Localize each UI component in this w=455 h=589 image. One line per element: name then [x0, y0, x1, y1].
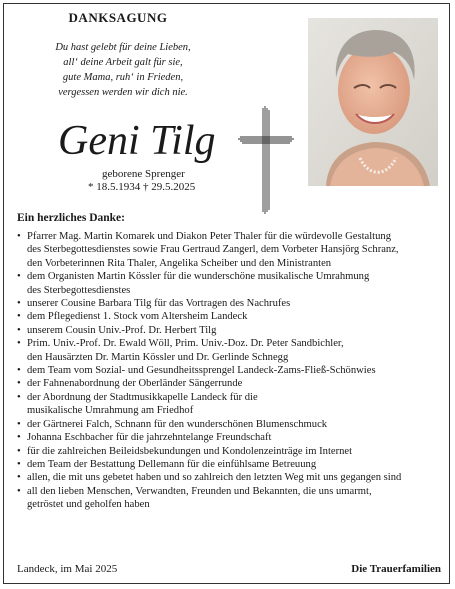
life-dates: * 18.5.1934 † 29.5.2025 — [88, 181, 196, 193]
list-item-line: musikalische Umrahmung am Friedhof — [27, 405, 194, 417]
list-item-line: • dem Team der Bestattung Dellemann für die einfühlsame Betreuung — [27, 458, 317, 470]
list-item-line: • dem Organisten Martin Kössler für die wunderschöne musikalische Umrahmung — [27, 271, 370, 283]
list-item-line: • allen, die mit uns gebetet haben und so zahlreich den letzten Weg mit uns gegangen sind — [27, 472, 402, 484]
poem-line: vergessen werden wir dich nie. — [58, 87, 188, 98]
place-date: Landeck, im Mai 2025 — [17, 563, 118, 575]
list-item — [17, 297, 442, 310]
poem-line: Du hast gelebt für deine Lieben, — [55, 42, 191, 53]
list-item-line: • Prim. Univ.-Prof. Dr. Ewald Wöll, Prim. Univ.-Doz. Dr. Peter Sandbichler, — [27, 338, 344, 350]
list-item-line: • dem Pflegedienst 1. Stock vom Altersheim Landeck — [27, 311, 248, 323]
birth-name: geborene Sprenger — [102, 168, 185, 180]
list-item-line: • all den lieben Menschen, Verwandten, Freunden und Bekannten, die uns umarmt, — [27, 485, 372, 497]
list-item-line: • unserem Cousin Univ.-Prof. Dr. Herbert Tilg — [27, 324, 217, 336]
notice-heading: DANKSAGUNG — [68, 10, 168, 25]
list-item-line: • der Gärtnerei Falch, Schnann für den wunderschönen Blumenschmuck — [27, 418, 328, 430]
list-item — [17, 458, 442, 471]
list-item — [17, 485, 442, 512]
thanks-title: Ein herzliches Danke: — [17, 212, 125, 224]
list-item-line: des Sterbegottesdienstes — [27, 284, 131, 296]
poem — [30, 40, 216, 100]
cross-icon — [236, 104, 296, 216]
list-item-line: des Sterbegottesdienstes sowie Frau Gertraud Zangerl, dem Vorbeter Hansjörg Schranz, — [27, 244, 399, 256]
list-item-line: • unserer Cousine Barbara Tilg für das Vortragen des Nachrufes — [27, 298, 291, 310]
signature: Die Trauerfamilien — [351, 563, 441, 575]
list-item-line: • für die zahlreichen Beileidsbekundungen und Kondolenzeinträge im Internet — [27, 445, 353, 457]
list-item-line: • Pfarrer Mag. Martin Komarek und Diakon Peter Thaler für die würdevolle Gestaltung — [27, 231, 391, 242]
list-item — [17, 377, 442, 390]
list-item-line: den Vorbeterinnen Rita Thaler, Angelika Scheiber und den Ministranten — [27, 257, 332, 269]
list-item — [17, 445, 442, 458]
list-item-line: • Johanna Eschbacher für die jahrzehntelange Freundschaft — [27, 432, 272, 444]
poem-line: gute Mama, ruh‘ in Frieden, — [62, 72, 184, 83]
portrait-photo — [308, 18, 438, 186]
list-item — [17, 431, 442, 444]
list-item — [17, 337, 442, 364]
list-item — [17, 471, 442, 484]
deceased-name: Geni Tilg — [58, 118, 216, 164]
thanks-list — [17, 230, 442, 512]
list-item-line: • der Fahnenabordnung der Oberländer Sängerrunde — [27, 378, 243, 390]
list-item — [17, 310, 442, 323]
poem-line: all‘ deine Arbeit galt für sie, — [63, 57, 183, 68]
list-item-line: getröstet und geholfen haben — [27, 499, 150, 511]
list-item — [17, 364, 442, 377]
list-item — [17, 230, 442, 270]
list-item-line: • der Abordnung der Stadtmusikkapelle Landeck für die — [27, 391, 258, 403]
list-item — [17, 324, 442, 337]
list-item — [17, 391, 442, 418]
list-item-line: • dem Team vom Sozial- und Gesundheitssprengel Landeck-Zams-Fließ-Schönwies — [27, 365, 376, 377]
list-item — [17, 270, 442, 297]
list-item — [17, 418, 442, 431]
list-item-line: den Hausärzten Dr. Martin Kössler und Dr. Gerlinde Schnegg — [27, 351, 289, 363]
